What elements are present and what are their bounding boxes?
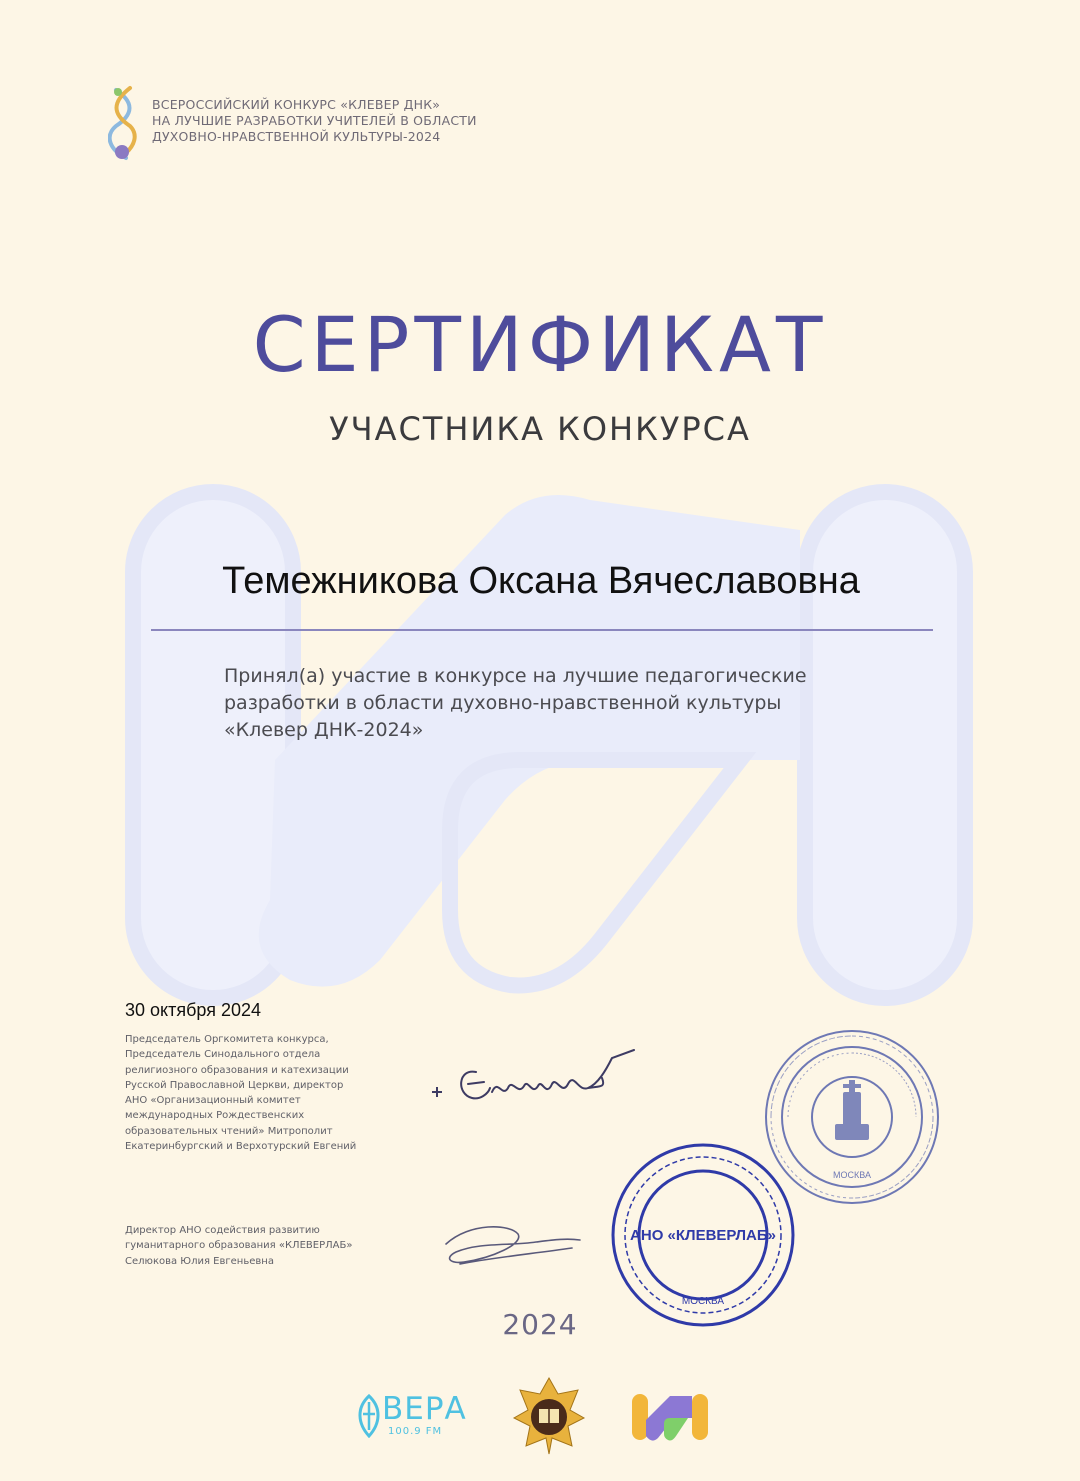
signature-metropolitan (428, 1048, 640, 1110)
certificate-title: СЕРТИФИКАТ (252, 300, 828, 389)
name-underline (151, 629, 933, 631)
signer-line: гуманитарного образования «КЛЕВЕРЛАБ» (125, 1240, 353, 1252)
church-emblem-icon (512, 1376, 586, 1456)
signer-line: АНО «Организационный комитет (125, 1095, 301, 1107)
certificate-text-line: Принял(а) участие в конкурсе на лучшие педагогические (224, 665, 807, 687)
contest-header (152, 97, 477, 145)
fish-icon (358, 1394, 380, 1438)
cleverlab-stamp (610, 1142, 796, 1328)
cleverlab-stamp-city: МОСКВА (681, 1296, 725, 1307)
signer-line: Директор АНО содействия развитию (125, 1225, 320, 1236)
certificate-subtitle: УЧАСТНИКА КОНКУРСА (329, 410, 751, 448)
signer-line: Председатель Оргкомитета конкурса, (125, 1034, 329, 1045)
cleverlab-stamp-title: АНО «КЛЕВЕРЛАБ» (630, 1227, 776, 1244)
signature-director (440, 1218, 585, 1270)
signer-director (125, 1223, 352, 1269)
certificate-text-line: разработки в области духовно-нравственной культуры (224, 692, 782, 714)
certificate-year: 2024 (502, 1308, 578, 1341)
issue-date: 30 октября 2024 (125, 1000, 262, 1020)
recipient-name: Темежникова Оксана Вячеславовна (222, 560, 860, 602)
certificate-text-line: «Клевер ДНК-2024» (224, 719, 424, 741)
signer-line: религиозного образования и катехизации (125, 1064, 349, 1076)
vera-frequency: 100.9 FM (388, 1426, 443, 1437)
vera-name: ВЕРА (382, 1391, 467, 1427)
signer-line: Екатеринбургский и Верхотурский Евгений (125, 1141, 357, 1153)
contest-header-line: ВСЕРОССИЙСКИЙ КОНКУРС «КЛЕВЕР ДНК» (152, 97, 441, 112)
certificate-text (224, 663, 924, 744)
vera-radio-logo (358, 1392, 476, 1442)
signer-line: Русской Православной Церкви, директор (125, 1079, 344, 1091)
orgcom-stamp-city: МОСКВА (833, 1170, 871, 1180)
signer-line: международных Рождественских (125, 1110, 305, 1122)
contest-header-line: НА ЛУЧШИЕ РАЗРАБОТКИ УЧИТЕЛЕЙ В ОБЛАСТИ (152, 113, 477, 128)
contest-dna-logo-icon (108, 84, 138, 164)
signer-line: Селюкова Юлия Евгеньевна (125, 1255, 274, 1267)
signer-line: образовательных чтений» Митрополит (125, 1125, 333, 1137)
contest-header-line: ДУХОВНО-НРАВСТВЕННОЙ КУЛЬТУРЫ-2024 (152, 129, 441, 144)
cleverlab-logo-icon (630, 1390, 710, 1444)
signer-line: Председатель Синодального отдела (125, 1049, 321, 1061)
signer-metropolitan (125, 1032, 356, 1154)
